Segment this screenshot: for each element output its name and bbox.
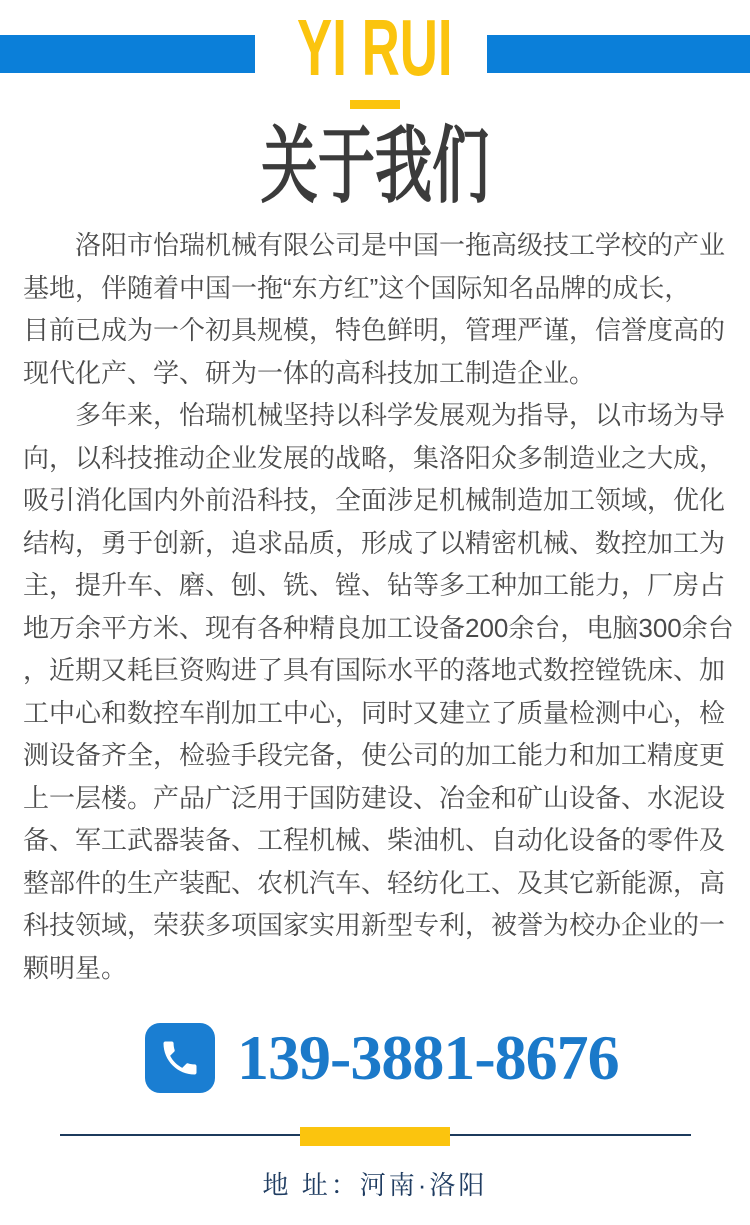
about-line: 基地，伴随着中国一拖“东方红”这个国际知名品牌的成长，	[23, 272, 691, 303]
about-line: 测设备齐全，检验手段完备，使公司的加工能力和加工精度更	[23, 740, 726, 770]
brand-logo-text: YI RUI	[297, 3, 453, 92]
about-line: 地万余平方米、现有各种精良加工设备200余台，电脑300余台	[23, 612, 734, 643]
about-line: 吸引消化国内外前沿科技，全面涉足机械制造加工领域，优化	[23, 485, 726, 515]
about-line: 上一层楼。产品广泛用于国防建设、冶金和矿山设备、水泥设	[23, 782, 726, 813]
about-line: 主，提升车、磨、刨、铣、镗、钻等多工种加工能力，厂房占	[23, 570, 726, 600]
about-line: 备、军工武器装备、工程机械、柴油机、自动化设备的零件及	[23, 825, 726, 855]
about-line: 科技领域，荣获多项国家实用新型专利，被誉为校办企业的一	[23, 910, 726, 940]
logo-underline-dash	[350, 100, 400, 109]
about-text-block	[23, 224, 734, 989]
about-line: 向，以科技推动企业发展的战略，集洛阳众多制造业之大成，	[23, 442, 726, 473]
phone-number[interactable]: 139-3881-8676	[237, 1022, 619, 1093]
about-line: 目前已成为一个初具规模，特色鲜明，管理严谨，信誉度高的	[23, 315, 726, 345]
address-text: 地 址：河南·洛阳	[262, 1170, 488, 1200]
about-line: 工中心和数控车削加工中心，同时又建立了质量检测中心，检	[23, 697, 726, 728]
about-line: 结构，勇于创新，追求品质，形成了以精密机械、数控加工为	[23, 527, 726, 558]
about-line: 现代化产、学、研为一体的高科技加工制造企业。	[23, 357, 596, 388]
phone-contact[interactable]	[145, 1023, 619, 1093]
about-line: 整部件的生产装配、农机汽车、轻纺化工、及其它新能源，高	[23, 867, 726, 898]
footer-divider-badge	[300, 1127, 450, 1146]
about-line: 多年来，怡瑞机械坚持以科学发展观为指导，以市场为导	[75, 400, 726, 430]
about-line: 洛阳市怡瑞机械有限公司是中国一拖高级技工学校的产业	[75, 230, 726, 260]
brand-logo	[0, 3, 750, 92]
phone-icon	[145, 1023, 215, 1093]
about-line: ，近期又耗巨资购进了具有国际水平的落地式数控镗铣床、加	[23, 655, 726, 685]
about-line: 颗明星。	[23, 952, 128, 983]
page-title-text: 关于我们	[260, 119, 490, 213]
page-title	[0, 116, 750, 216]
